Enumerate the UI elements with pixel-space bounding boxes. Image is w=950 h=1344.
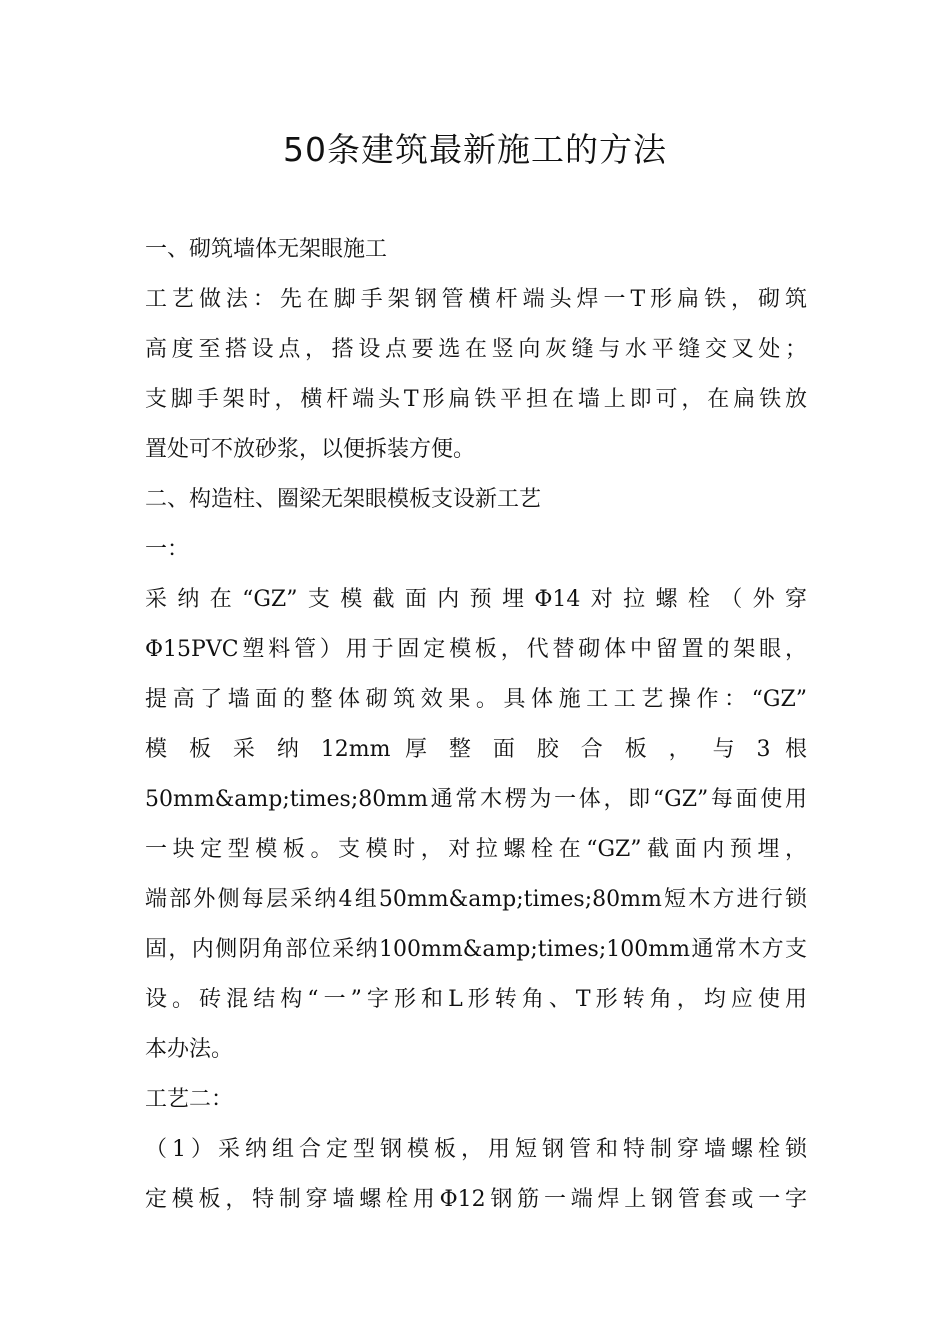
paragraph-line: 提高了墙面的整体砌筑效果。具体施工工艺操作：“GZ” — [145, 687, 807, 712]
paragraph-line: 本办法。 — [145, 1037, 234, 1062]
paragraph-line: 采纳在“GZ”支模截面内预埋Φ14对拉螺栓（外穿 — [145, 587, 807, 612]
paragraph-line: 固，内侧阴角部位采纳100mm&amp;times;100mm通常木方支 — [145, 937, 807, 962]
paragraph-line: 工艺做法：先在脚手架钢管横杆端头焊一T形扁铁，砌筑 — [145, 287, 807, 312]
document-body — [145, 225, 807, 1225]
section-heading-2: 二、构造柱、圈梁无架眼模板支设新工艺 — [145, 487, 542, 512]
paragraph-line: 支脚手架时，横杆端头T形扁铁平担在墙上即可，在扁铁放 — [145, 387, 807, 412]
paragraph-line: 定模板，特制穿墙螺栓用Φ12钢筋一端焊上钢管套或一字 — [145, 1187, 807, 1212]
paragraph-line: 设。砖混结构“一”字形和L形转角、T形转角，均应使用 — [145, 987, 807, 1012]
paragraph-line: 一块定型模板。支模时，对拉螺栓在“GZ”截面内预埋， — [145, 837, 807, 862]
subheading: 一： — [145, 537, 190, 562]
paragraph-line: 置处可不放砂浆，以便拆装方便。 — [145, 437, 476, 462]
subheading: 工艺二： — [145, 1087, 234, 1112]
page-title: 50条建筑最新施工的方法 — [283, 130, 667, 169]
paragraph-line: （1）采纳组合定型钢模板，用短钢管和特制穿墙螺栓锁 — [145, 1137, 807, 1162]
paragraph-line: 高度至搭设点，搭设点要选在竖向灰缝与水平缝交叉处； — [145, 337, 807, 362]
paragraph-line: Φ15PVC塑料管）用于固定模板，代替砌体中留置的架眼， — [145, 637, 807, 662]
paragraph-line: 模 板 采 纳 12mm 厚 整 面 胶 合 板 ， 与 3 根 — [145, 737, 807, 762]
paragraph-line: 端部外侧每层采纳4组50mm&amp;times;80mm短木方进行锁 — [145, 887, 807, 912]
section-heading-1: 一、砌筑墙体无架眼施工 — [145, 237, 388, 262]
paragraph-line: 50mm&amp;times;80mm通常木楞为一体，即“GZ”每面使用 — [145, 787, 807, 812]
